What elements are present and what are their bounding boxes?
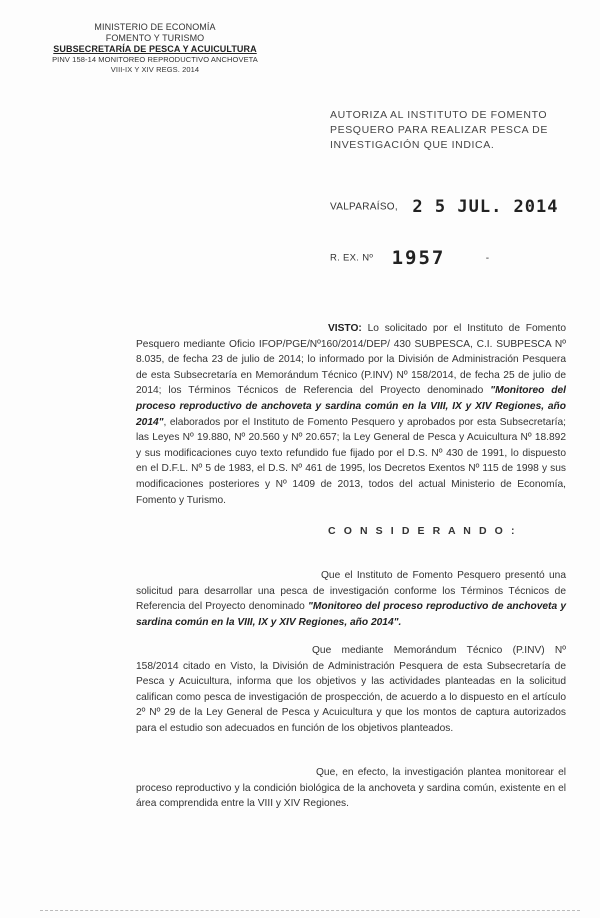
date-stamp: 2 5 JUL. 2014 — [412, 197, 559, 217]
resolution-mark: - — [485, 252, 490, 264]
considerando-paragraph-1 — [136, 568, 566, 630]
considerando-3-text: Que, en efecto, la investigación plantea monitorear el proceso reproductivo y la condición biológica de la anchoveta y sardina común, existente en el área comprendida entre la VIII y XIV Regiones. — [136, 767, 566, 810]
date-line — [330, 197, 580, 217]
considerando-paragraph-2 — [136, 643, 566, 737]
resolution-label: R. EX. Nº — [330, 252, 374, 264]
ministry-line-2: FOMENTO Y TURISMO — [105, 33, 205, 43]
letterhead — [50, 22, 260, 75]
visto-project-title: "Monitoreo del proceso reproductivo de anchoveta y sardina común en la VIII, IX y XIV Regiones, año 2014" — [136, 385, 566, 428]
visto-text-1: Lo solicitado por el Instituto de Fomento Pesquero mediante Oficio IFOP/PGE/Nº160/2014/DEP/ 430 SUBPESCA, C.I. SUBPESCA Nº 8.035, de fecha 23 de julio de 2014; lo informado por la División de Administración Pesquera de esta Subsecretaría en Memorándum Técnico (P.INV) Nº 158/2014, de fecha 25 de julio de 2014; los Términos Técnicos de Referencia del Proyecto denominado — [136, 323, 566, 397]
visto-paragraph — [136, 321, 566, 508]
ministry-line: MINISTERIO DE ECONOMÍA — [94, 22, 216, 32]
considerando-1-title: "Monitoreo del proceso reproductivo de anchoveta y sardina común en la VIII, IX y XIV Regiones, año 2014". — [136, 601, 566, 628]
visto-text-2: , elaborados por el Instituto de Fomento Pesquero y aprobados por esta Subsecretaría; las Leyes Nº 19.880, Nº 20.560 y Nº 20.657; la Ley General de Pesca y Acuicultura Nº 18.892 y sus modificaciones cuyo texto refundido fue fijado por el D.S. Nº 430 de 1991, lo dispuesto en el D.F.L. Nº 5 de 1983, el D.S. Nº 461 de 1995, los Decretos Exentos Nº 115 de 1998 y sus modificaciones posteriores y Nº 1409 de 2013, todos del actual Ministerio de Economía, Fomento y Turismo. — [136, 416, 566, 506]
resolution-number: 1957 — [391, 247, 446, 269]
reference-line-1: PINV 158-14 MONITOREO REPRODUCTIVO ANCHOVETA — [52, 55, 258, 64]
resolution-number-line — [330, 247, 580, 269]
considerando-1-text: Que el Instituto de Fomento Pesquero presentó una solicitud para desarrollar una pesca de investigación conforme los Términos Técnicos de Referencia del Proyecto denominado — [136, 570, 566, 613]
resolution-subject: AUTORIZA AL INSTITUTO DE FOMENTO PESQUERO PARA REALIZAR PESCA DE INVESTIGACIÓN QUE INDICA. — [330, 109, 548, 151]
visto-label: VISTO: — [328, 323, 362, 334]
considerando-2-text: Que mediante Memorándum Técnico (P.INV) Nº 158/2014 citado en Visto, la División de Administración Pesquera de esta Subsecretaría de Pesca y Acuicultura, informa que los objetivos y las actividades planteadas en la solicitud califican como pesca de investigación de prospección, de acuerdo a lo dispuesto en el artículo 2º Nº 29 de la Ley General de Pesca y Acuicultura y que los montos de captura autorizados para el estudio son adecuados en función de los objetivos planteados. — [136, 645, 566, 734]
date-place: VALPARAÍSO, — [330, 201, 398, 213]
page-bottom-rule — [40, 910, 580, 912]
subsecretaria-line: SUBSECRETARÍA DE PESCA Y ACUICULTURA — [53, 44, 257, 54]
considerando-paragraph-3 — [136, 765, 566, 812]
reference-line-2: VIII-IX Y XIV REGS. 2014 — [110, 65, 200, 74]
considerando-heading: C O N S I D E R A N D O : — [328, 525, 518, 537]
